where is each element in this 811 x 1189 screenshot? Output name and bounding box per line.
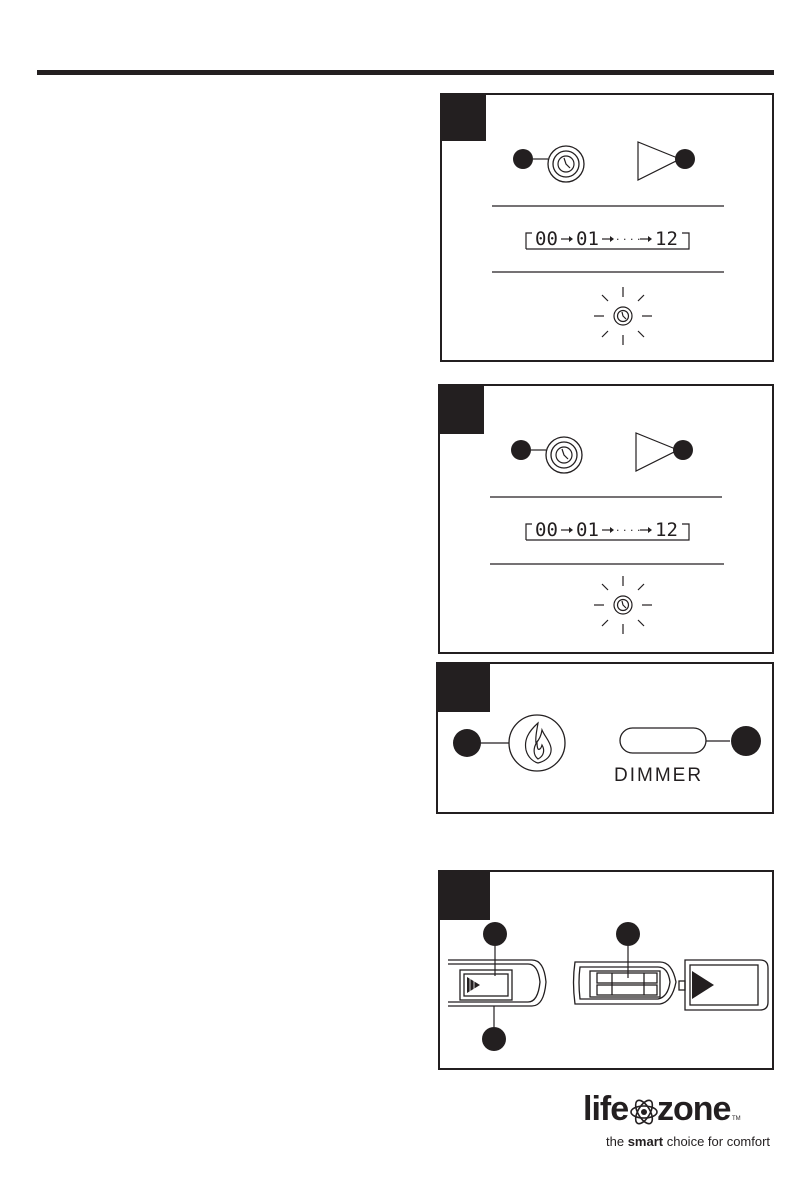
dimmer-button bbox=[620, 728, 706, 753]
tagline-post: choice for comfort bbox=[663, 1134, 771, 1149]
battery-icon bbox=[679, 960, 768, 1010]
tagline-bold: smart bbox=[627, 1134, 664, 1149]
sequence-end: 12 bbox=[655, 228, 678, 250]
callout-marker bbox=[453, 729, 481, 757]
callout-marker bbox=[483, 922, 507, 946]
dimmer-panel bbox=[436, 662, 774, 814]
timer-diagram bbox=[442, 95, 776, 364]
triangle-pointer-icon bbox=[638, 142, 680, 180]
tagline-pre: the bbox=[606, 1134, 628, 1149]
timer-clock-icon bbox=[548, 146, 584, 182]
battery-diagram bbox=[440, 872, 776, 1072]
trademark-mark: TM bbox=[732, 1116, 741, 1122]
callout-marker bbox=[513, 149, 533, 169]
timer-clock-icon bbox=[546, 437, 582, 473]
sequence-next: 01 bbox=[576, 228, 599, 250]
timer-panel-2 bbox=[438, 384, 774, 654]
timer-panel-1 bbox=[440, 93, 774, 362]
dimmer-diagram bbox=[438, 664, 776, 816]
sequence-start: 00 bbox=[535, 519, 558, 541]
callout-marker bbox=[675, 149, 695, 169]
sequence-dots: · · · · bbox=[616, 524, 641, 537]
brand-name-part1: life bbox=[583, 1090, 629, 1128]
sequence-next: 01 bbox=[576, 519, 599, 541]
dimmer-label: DIMMER bbox=[614, 765, 704, 786]
brand-logo bbox=[583, 1090, 778, 1150]
callout-marker bbox=[511, 440, 531, 460]
sequence-dots: · · · · bbox=[616, 233, 641, 246]
timer-diagram bbox=[440, 386, 776, 656]
callout-marker bbox=[482, 1027, 506, 1051]
atom-icon bbox=[629, 1094, 659, 1130]
timer-clock-blinking-icon bbox=[594, 287, 652, 345]
callout-marker bbox=[731, 726, 761, 756]
battery-panel bbox=[438, 870, 774, 1070]
triangle-pointer-icon bbox=[636, 433, 678, 471]
sequence-start: 00 bbox=[535, 228, 558, 250]
brand-name-part2: zone bbox=[657, 1090, 731, 1128]
remote-control-icon bbox=[448, 960, 546, 1006]
callout-marker bbox=[616, 922, 640, 946]
top-rule bbox=[37, 70, 774, 75]
timer-clock-blinking-icon bbox=[594, 576, 652, 634]
sequence-end: 12 bbox=[655, 519, 678, 541]
remote-control-open-icon bbox=[574, 962, 677, 1004]
callout-marker bbox=[673, 440, 693, 460]
brand-tagline bbox=[606, 1134, 770, 1149]
